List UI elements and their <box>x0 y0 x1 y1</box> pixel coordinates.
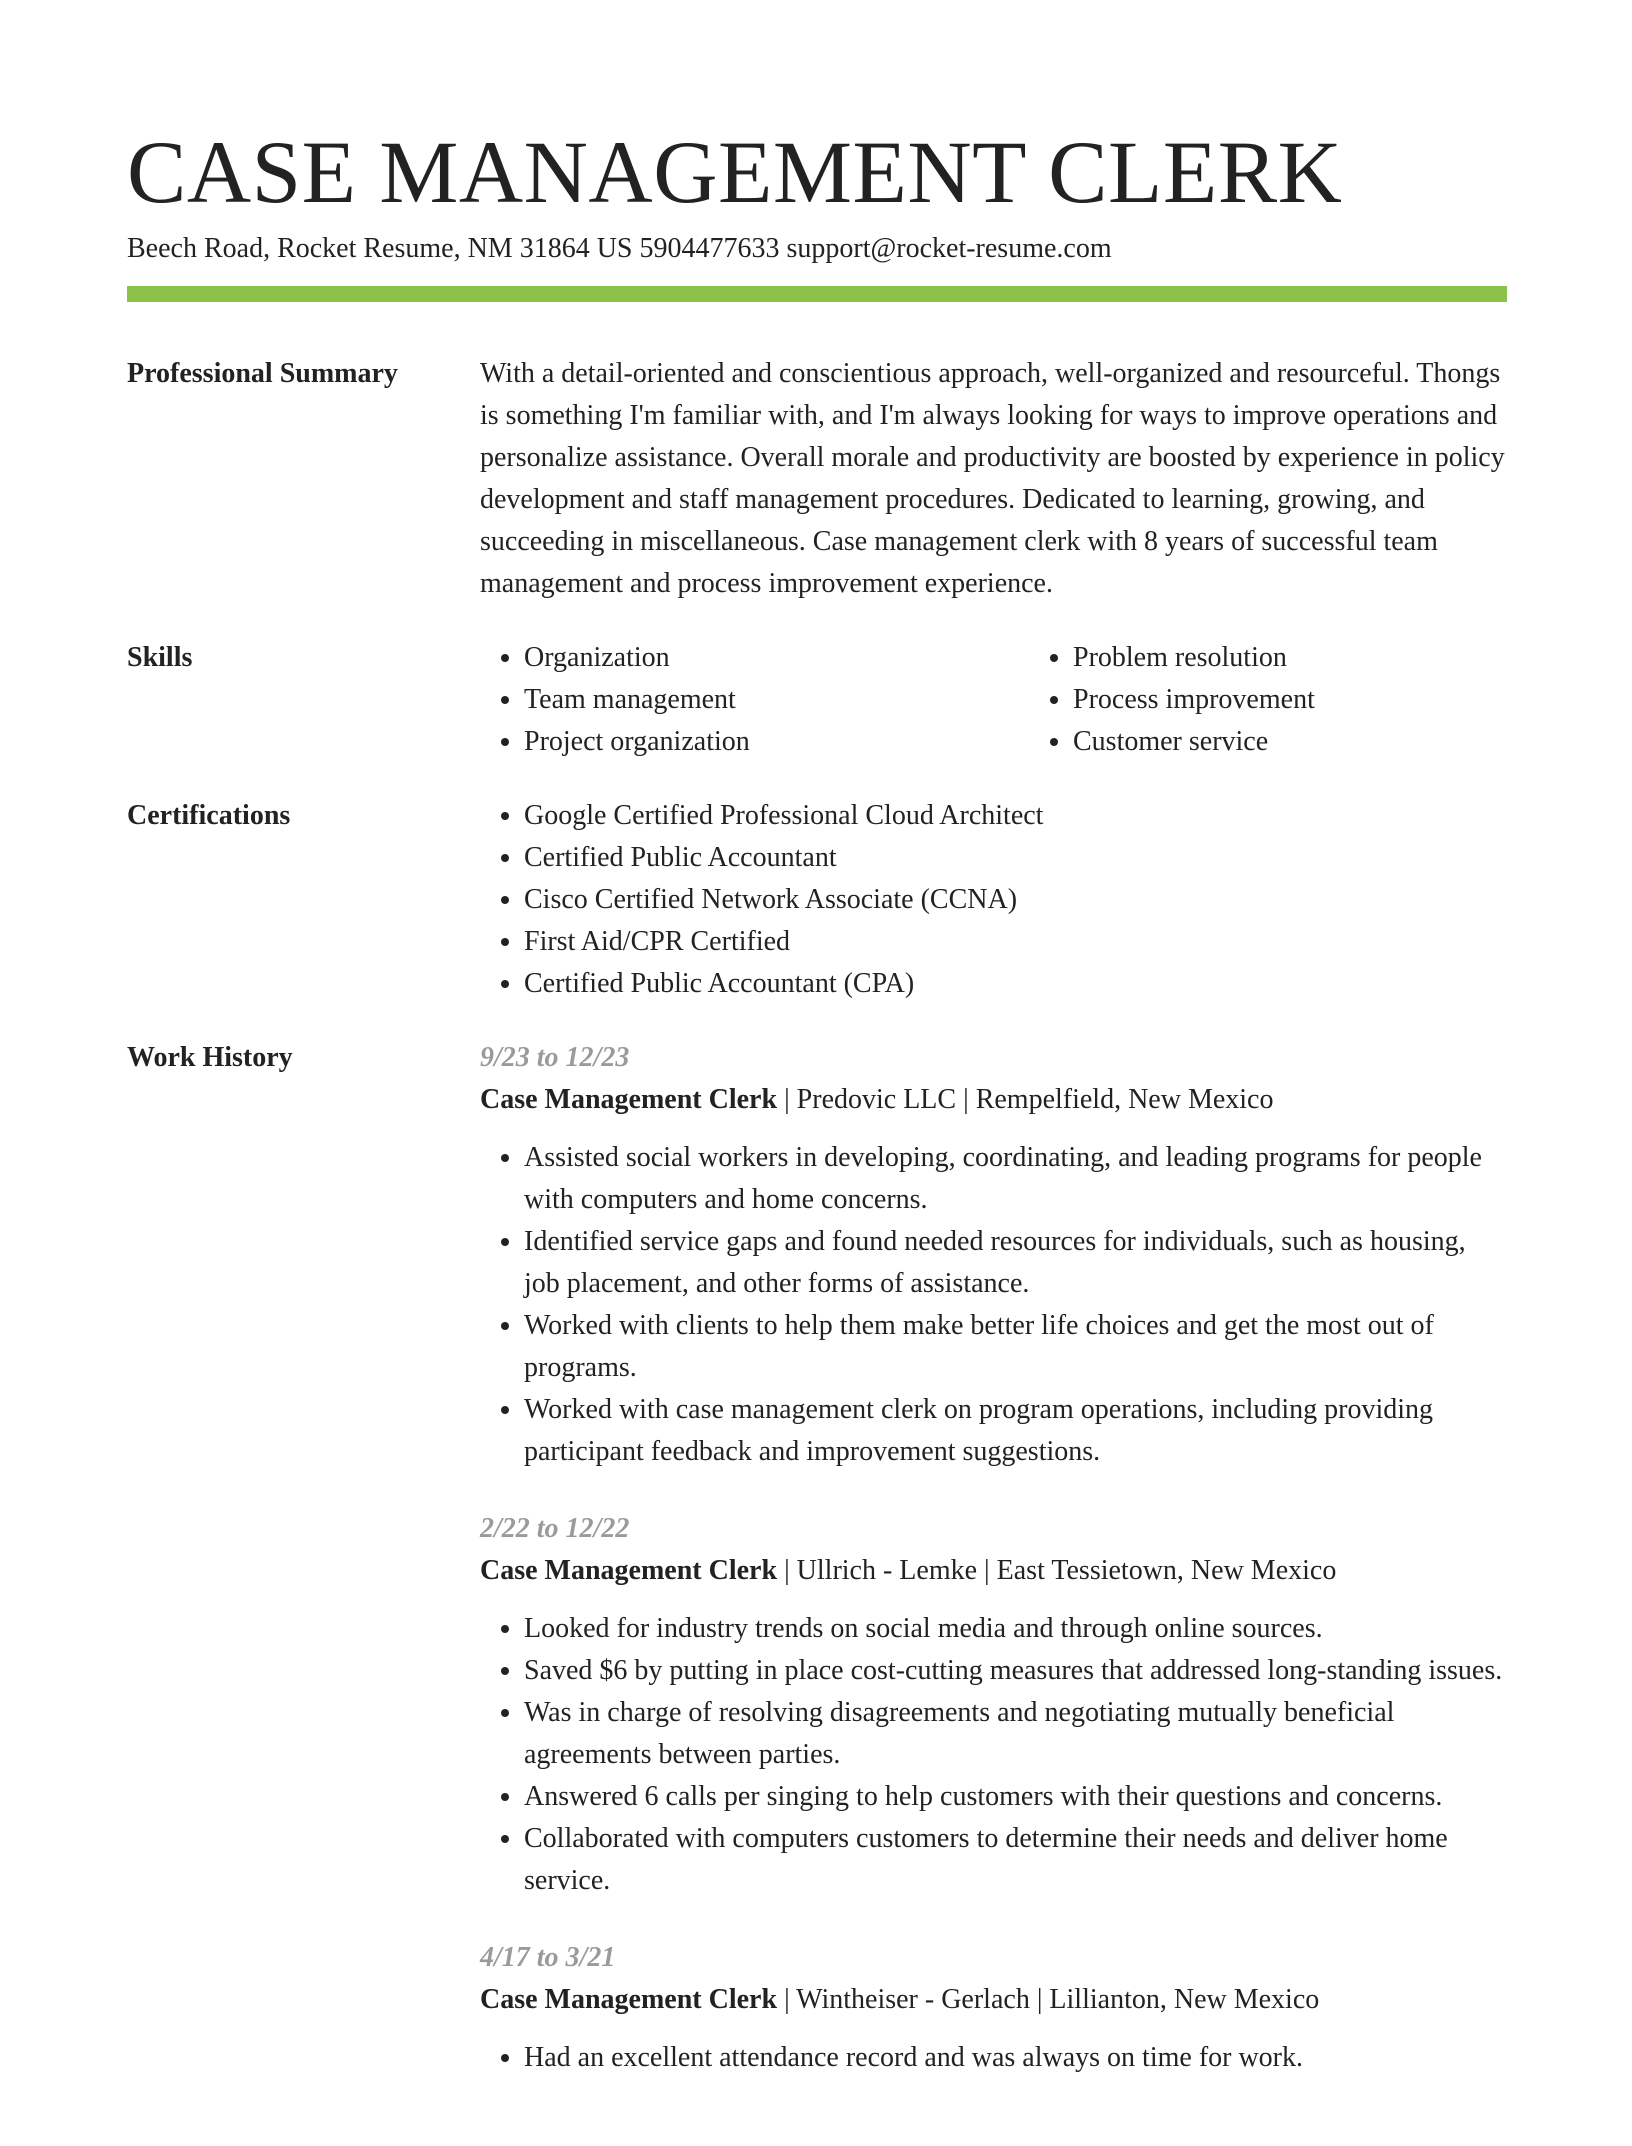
job-dates: 2/22 to 12/22 <box>480 1513 630 1544</box>
summary-body <box>480 353 1507 605</box>
candidate-name: CASE MANAGEMENT CLERK <box>127 124 1343 222</box>
skills-grid <box>480 637 1578 763</box>
job-heading <box>480 1979 1507 2021</box>
job-bullet: • Collaborated with computers customers to determine their needs and deliver home service. <box>524 1818 1507 1902</box>
job-employer-location: | Wintheiser - Gerlach | Lillianton, New Mexico <box>777 1984 1320 2015</box>
job-title: Case Management Clerk <box>480 1984 778 2015</box>
job-bullet: • Saved $6 by putting in place cost-cutting measures that addressed long-standing issues. <box>524 1650 1507 1692</box>
job-employer-location: | Ullrich - Lemke | East Tessietown, New Mexico <box>777 1555 1337 1586</box>
accent-divider <box>127 286 1507 302</box>
job-dates: 4/17 to 3/21 <box>480 1942 616 1973</box>
job-entry <box>480 1937 1507 2079</box>
job-bullet: • Had an excellent attendance record and was always on time for work. <box>524 2037 1507 2079</box>
contact-info: Beech Road, Rocket Resume, NM 31864 US 5904477633 support@rocket-resume.com <box>127 233 1112 264</box>
job-title: Case Management Clerk <box>480 1084 778 1115</box>
certifications-section <box>127 795 1507 1005</box>
skill-item: • Organization <box>524 637 1029 679</box>
certifications-list <box>480 795 1507 1005</box>
job-bullet: • Answered 6 calls per singing to help customers with their questions and concerns. <box>524 1776 1507 1818</box>
job-title: Case Management Clerk <box>480 1555 778 1586</box>
job-bullet: • Assisted social workers in developing, coordinating, and leading programs for people with computers and home concerns. <box>524 1137 1507 1221</box>
summary-section <box>127 353 1507 605</box>
section-heading: Professional Summary <box>127 358 398 389</box>
job-employer-location: | Predovic LLC | Rempelfield, New Mexico <box>777 1084 1274 1115</box>
work-history-section <box>127 1037 1507 2114</box>
job-bullet: • Worked with case management clerk on program operations, including providing participant feedback and improvement suggestions. <box>524 1389 1507 1473</box>
certification-item: • Cisco Certified Network Associate (CCNA) <box>524 879 1507 921</box>
job-entry <box>480 1037 1507 1473</box>
skill-item: • Project organization <box>524 721 1029 763</box>
job-heading <box>480 1550 1507 1592</box>
skill-item: • Team management <box>524 679 1029 721</box>
certification-item: • First Aid/CPR Certified <box>524 921 1507 963</box>
section-heading: Work History <box>127 1042 293 1073</box>
job-entry <box>480 1508 1507 1902</box>
certification-item: • Certified Public Accountant <box>524 837 1507 879</box>
certifications-body <box>480 795 1507 1005</box>
job-bullets <box>480 1137 1507 1473</box>
skill-item: • Problem resolution <box>1073 637 1578 679</box>
job-dates: 9/23 to 12/23 <box>480 1042 630 1073</box>
skills-section <box>127 637 1507 763</box>
job-bullet: • Identified service gaps and found needed resources for individuals, such as housing, job placement, and other forms of assistance. <box>524 1221 1507 1305</box>
section-heading: Skills <box>127 642 193 673</box>
skills-body <box>480 637 1578 763</box>
job-bullets <box>480 2037 1507 2079</box>
job-bullet: • Worked with clients to help them make better life choices and get the most out of programs. <box>524 1305 1507 1389</box>
section-heading: Certifications <box>127 800 291 831</box>
job-bullet: • Was in charge of resolving disagreements and negotiating mutually beneficial agreements between parties. <box>524 1692 1507 1776</box>
skills-column-1 <box>480 637 1029 763</box>
job-bullets <box>480 1608 1507 1902</box>
skill-item: • Customer service <box>1073 721 1578 763</box>
job-bullet: • Looked for industry trends on social media and through online sources. <box>524 1608 1507 1650</box>
summary-text: With a detail-oriented and conscientious approach, well-organized and resourceful. Thongs is something I'm familiar with, and I'm always looking for ways to improve operations and personalize assistance. Overall morale and productivity are boosted by experience in policy development and staff management procedures. Dedicated to learning, growing, and succeeding in miscellaneous. Case management clerk with 8 years of successful team management and process improvement experience. <box>480 358 1505 599</box>
work-history-body <box>480 1037 1507 2114</box>
skills-column-2 <box>1029 637 1578 763</box>
certification-item: • Google Certified Professional Cloud Architect <box>524 795 1507 837</box>
job-heading <box>480 1079 1507 1121</box>
skill-item: • Process improvement <box>1073 679 1578 721</box>
certification-item: • Certified Public Accountant (CPA) <box>524 963 1507 1005</box>
resume-content <box>127 353 1507 2146</box>
